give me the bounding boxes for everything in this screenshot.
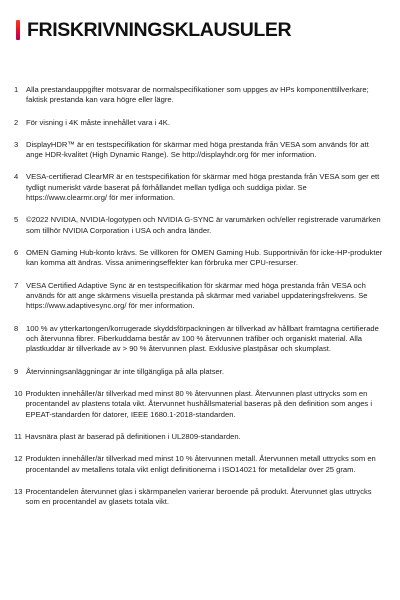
footnote-number: 4 bbox=[14, 172, 19, 182]
footnote-number: 6 bbox=[14, 248, 19, 258]
footnote-text: VESA-certifierad ClearMR är en testspecifikation för skärmar med höga prestanda från VESA som ger ett tydligt numeriskt värde baserat på förhållandet mellan tydliga och suddiga pixlar. Se https://www.clearmr.org/ för mer information. bbox=[26, 172, 380, 203]
footnote-item bbox=[14, 487, 384, 508]
footnote-text: OMEN Gaming Hub-konto krävs. Se villkoren för OMEN Gaming Hub. Supportnivån för icke-HP-produkter kan komma att ändras. Vissa animeringseffekter kan förbruka mer CPU-resurser. bbox=[26, 248, 383, 268]
footnote-number: 13 bbox=[14, 486, 23, 496]
footnote-number: 3 bbox=[14, 139, 19, 149]
footnote-text: DisplayHDR™ är en testspecifikation för skärmar med höga prestanda från VESA som används för att ange HDR-kvalitet (High Dynamic Range). Se http://displayhdr.org för mer information. bbox=[26, 139, 369, 160]
footnote-text: För visning i 4K måste innehållet vara i 4K. bbox=[26, 117, 170, 127]
footnote-item bbox=[14, 454, 384, 475]
footnote-item bbox=[14, 367, 384, 377]
footnote-number: 8 bbox=[14, 323, 19, 333]
footnote-number: 7 bbox=[14, 280, 19, 290]
footnote-item bbox=[14, 432, 384, 442]
footnote-number: 2 bbox=[14, 117, 19, 127]
footnote-item bbox=[14, 85, 384, 106]
footnote-item bbox=[14, 248, 384, 269]
footnote-item bbox=[14, 118, 384, 128]
footnote-number: 10 bbox=[14, 388, 23, 398]
footnote-number: 9 bbox=[14, 366, 19, 376]
footnote-number: 5 bbox=[14, 215, 19, 225]
page-title: FRISKRIVNINGSKLAUSULER bbox=[27, 19, 292, 41]
footnote-text: Återvinningsanläggningar är inte tillgängliga på alla platser. bbox=[26, 366, 224, 376]
page-header bbox=[16, 18, 291, 42]
footnote-item bbox=[14, 324, 384, 355]
footnote-text: Produkten innehåller/är tillverkad med minst 10 % återvunnen metall. Återvunnen metall uttrycks som en procentandel av metallens totala vikt enligt definitionerna i ISO14021 för metalldelar över 25 gram. bbox=[25, 454, 376, 474]
accent-bar bbox=[16, 20, 20, 40]
footnote-item bbox=[14, 215, 384, 236]
footnote-number: 11 bbox=[14, 431, 22, 441]
footnote-item bbox=[14, 140, 384, 161]
footnote-item bbox=[14, 172, 384, 203]
footnote-text: Procentandelen återvunnet glas i skärmpanelen varierar beroende på produkt. Återvunnet glas uttrycks som en procentandel av glasets totala vikt. bbox=[25, 486, 372, 507]
footnote-text: Alla prestandauppgifter motsvarar de normalspecifikationer som uppges av HPs komponenttillverkare; faktisk prestanda kan vara högre eller lägre. bbox=[26, 85, 369, 105]
footnote-item bbox=[14, 389, 384, 420]
footnote-number: 1 bbox=[14, 85, 19, 94]
footnote-text: ©2022 NVIDIA, NVIDIA-logotypen och NVIDIA G-SYNC är varumärken och/eller registrerade varumärken som tillhör NVIDIA Corporation i USA och andra länder. bbox=[26, 215, 381, 235]
footnote-list bbox=[14, 85, 384, 519]
footnote-text: 100 % av ytterkartongen/korrugerade skyddsförpackningen är tillverkad av hållbart framtagna certifierade och återvunna fibrer. Fiberkuddarna består av 100 % återvunnen träfiber och organiskt material. Alla plastkuddar är tillverkade av > 90 % återvunnen plast. Exklusive plastpåsar och skumplast. bbox=[26, 323, 379, 354]
footnote-text: Havsnära plast är baserad på definitionen i UL2809-standarden. bbox=[25, 431, 241, 441]
footnote-number: 12 bbox=[14, 454, 23, 464]
footnote-text: Produkten innehåller/är tillverkad med minst 80 % återvunnen plast. Återvunnen plast uttrycks som en procentandel av plastens totala vikt. Återvunnet hushållsmaterial baseras på den definition som anges i EPEAT-standarden för datorer, IEEE 1680.1-2018-standarden. bbox=[25, 388, 373, 419]
footnote-text: VESA Certified Adaptive Sync är en testspecifikation för skärmar med höga prestanda från VESA och används för att ange skärmens visuella prestanda på skärmar med variabel uppdateringsfrekvens. Se https://www.adaptivesync.org/ för mer information. bbox=[26, 280, 368, 311]
footnote-item bbox=[14, 281, 384, 312]
